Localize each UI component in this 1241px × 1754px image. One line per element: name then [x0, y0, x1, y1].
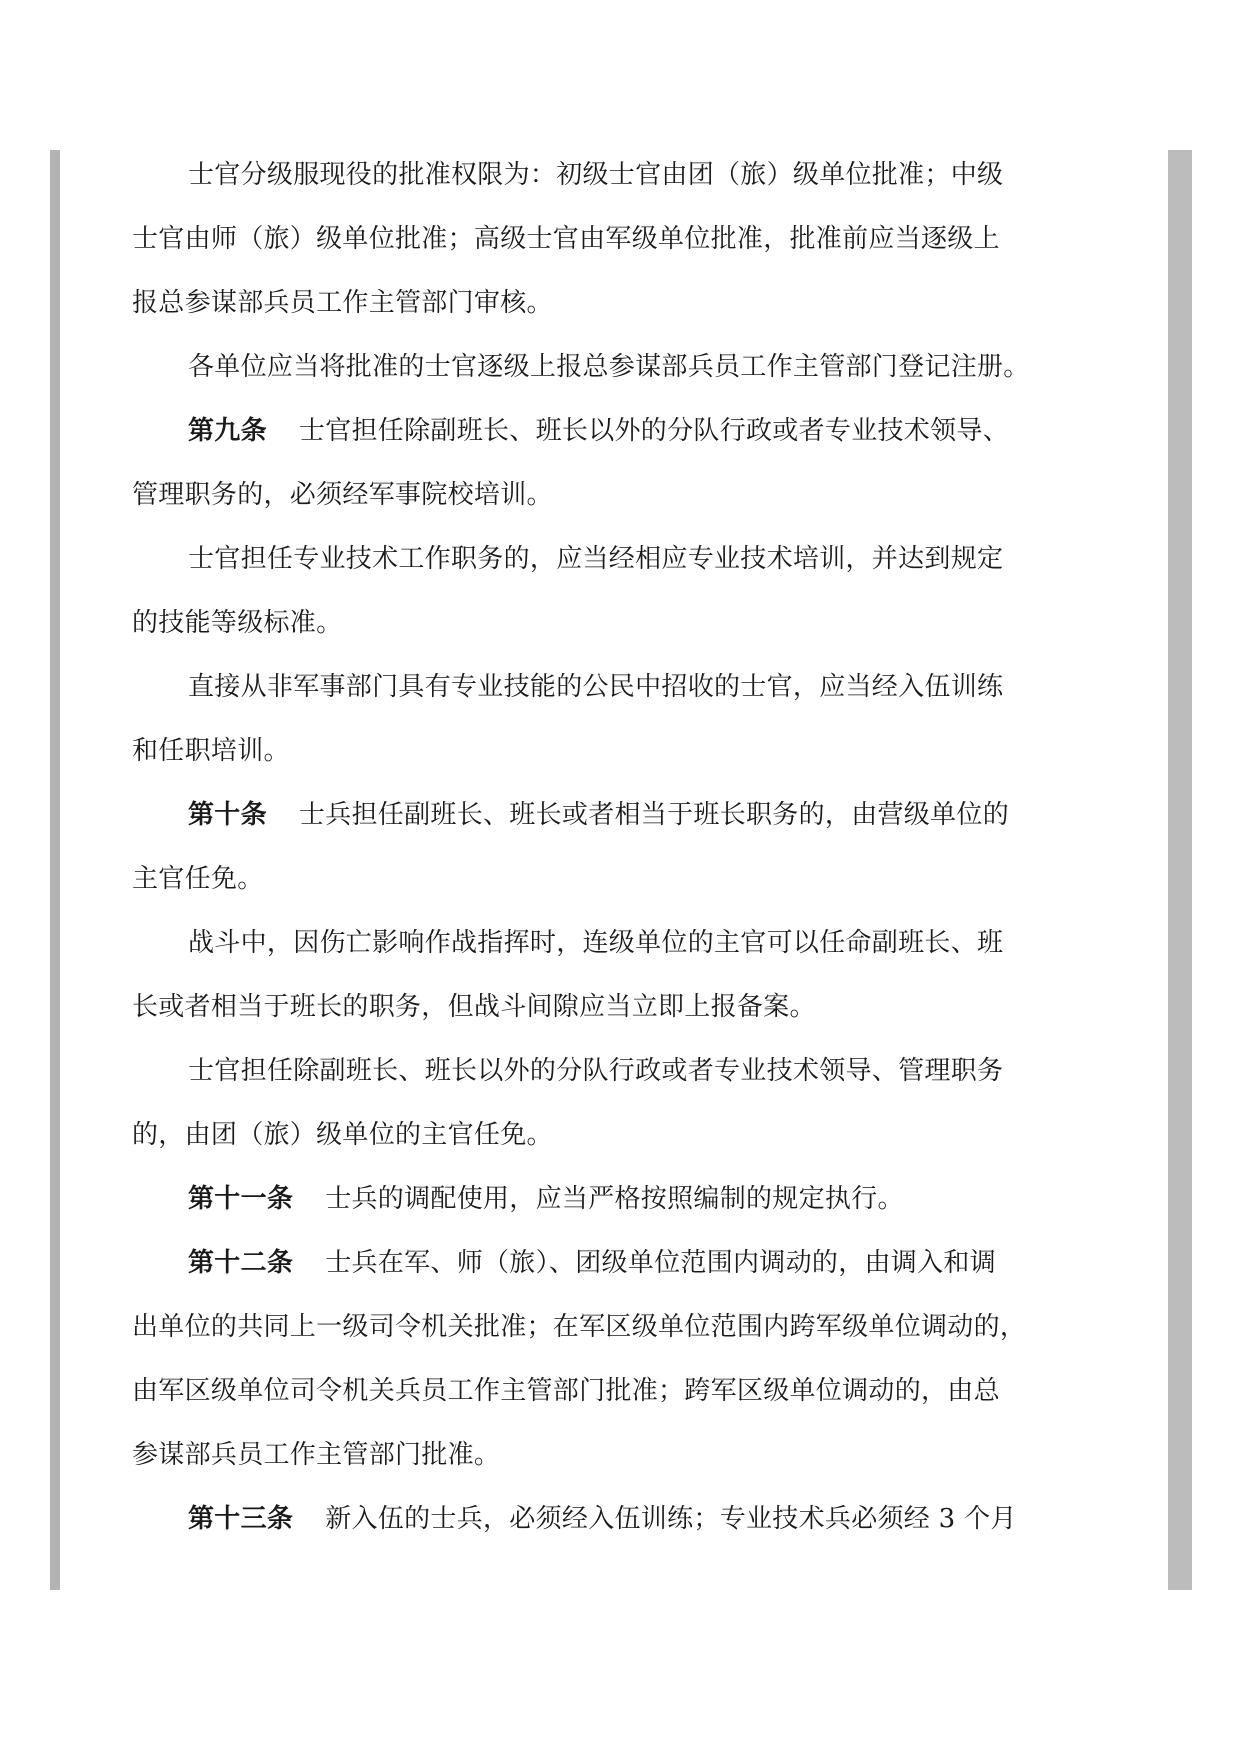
- text-line: 士官担任除副班长、班长以外的分队行政或者专业技术领导、管理职务: [188, 1056, 1004, 1086]
- article-line: [188, 1243, 996, 1283]
- article-text: 士兵的调配使用，应当严格按照编制的规定执行。: [325, 1184, 904, 1214]
- article-label: 第九条: [188, 416, 267, 446]
- article-text: 新入伍的士兵，必须经入伍训练；专业技术兵必须经 3 个月: [325, 1504, 1017, 1534]
- text-line: 的技能等级标准。: [132, 608, 343, 638]
- article-text: 士官担任除副班长、班长以外的分队行政或者专业技术领导、: [298, 416, 1010, 446]
- text-line: 直接从非军事部门具有专业技能的公民中招收的士官，应当经入伍训练: [188, 672, 1004, 702]
- article-label: 第十二条: [188, 1248, 294, 1278]
- text-line: 和任职培训。: [132, 736, 290, 766]
- article-line: [188, 411, 1009, 451]
- article-line: [188, 1499, 1017, 1539]
- article-line: [188, 795, 1009, 835]
- article-text: 士兵在军、师（旅）、团级单位范围内调动的，由调入和调: [325, 1248, 997, 1278]
- text-line: 士官分级服现役的批准权限为：初级士官由团（旅）级单位批准；中级: [188, 160, 1004, 190]
- text-line: 主官任免。: [132, 864, 264, 894]
- left-margin-bar: [50, 150, 60, 1590]
- text-line: 管理职务的，必须经军事院校培训。: [132, 480, 553, 510]
- article-label: 第十条: [188, 800, 267, 830]
- article-label: 第十三条: [188, 1504, 294, 1534]
- text-line: 报总参谋部兵员工作主管部门审核。: [132, 288, 553, 318]
- text-line: 出单位的共同上一级司令机关批准；在军区级单位范围内跨军级单位调动的，: [132, 1312, 1027, 1342]
- text-line: 参谋部兵员工作主管部门批准。: [132, 1440, 501, 1470]
- right-scrollbar[interactable]: [1168, 150, 1192, 1590]
- article-label: 第十一条: [188, 1184, 294, 1214]
- article-text: 士兵担任副班长、班长或者相当于班长职务的，由营级单位的: [298, 800, 1010, 830]
- article-line: [188, 1179, 904, 1219]
- document-body: [132, 155, 1097, 1555]
- text-line: 各单位应当将批准的士官逐级上报总参谋部兵员工作主管部门登记注册。: [188, 352, 1030, 382]
- text-line: 士官担任专业技术工作职务的，应当经相应专业技术培训，并达到规定: [188, 544, 1004, 574]
- text-line: 长或者相当于班长的职务，但战斗间隙应当立即上报备案。: [132, 992, 816, 1022]
- text-line: 士官由师（旅）级单位批准；高级士官由军级单位批准，批准前应当逐级上: [132, 224, 1000, 254]
- text-line: 的，由团（旅）级单位的主官任免。: [132, 1120, 553, 1150]
- text-line: 战斗中，因伤亡影响作战指挥时，连级单位的主官可以任命副班长、班: [188, 928, 1004, 958]
- text-line: 由军区级单位司令机关兵员工作主管部门批准；跨军区级单位调动的，由总: [132, 1376, 1000, 1406]
